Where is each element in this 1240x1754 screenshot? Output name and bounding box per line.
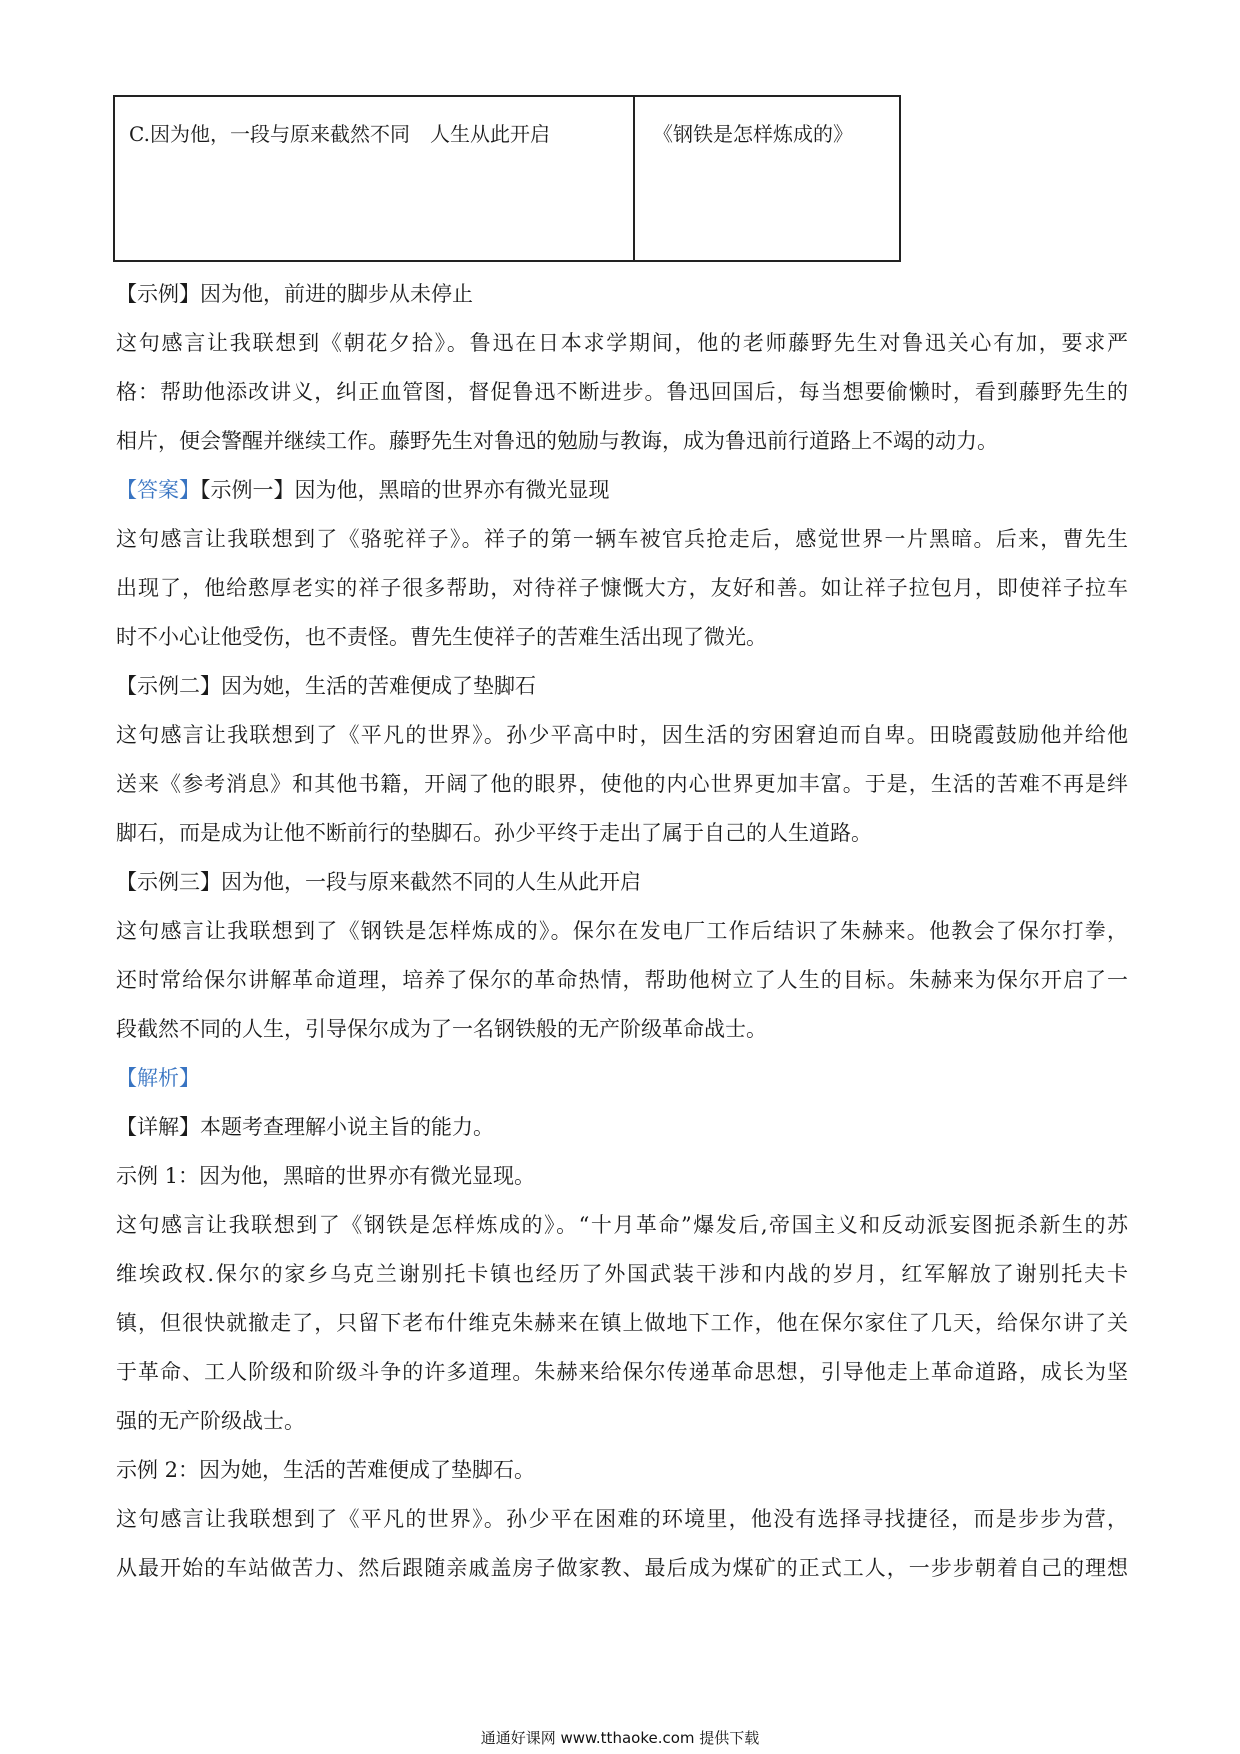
paragraph-line: 出现了，他给憨厚老实的祥子很多帮助，对待祥子慷慨大方，友好和善。如让祥子拉包月，即使祥子拉车 (116, 576, 1128, 600)
answer-heading (116, 466, 1128, 515)
paragraph-line: 格：帮助他添改讲义，纠正血管图，督促鲁迅不断进步。鲁迅回国后，每当想要偷懒时，看到藤野先生的 (116, 380, 1128, 404)
footer-download-text: 提供下载 (699, 1729, 760, 1747)
paragraph-line: 强的无产阶级战士。 (116, 1409, 305, 1433)
example2-heading: 【示例二】因为她，生活的苦难便成了垫脚石 (116, 674, 536, 698)
paragraph-line: 送来《参考消息》和其他书籍，开阔了他的眼界，使他的内心世界更加丰富。于是，生活的苦难不再是绊 (116, 772, 1128, 796)
table-cell-book: 《钢铁是怎样炼成的》 (653, 122, 853, 146)
analysis-example1-heading: 示例 1：因为他，黑暗的世界亦有微光显现。 (116, 1164, 536, 1188)
paragraph-line: 于革命、工人阶级和阶级斗争的许多道理。朱赫来给保尔传递革命思想，引导他走上革命道路，成长为坚 (116, 1360, 1128, 1384)
paragraph-line: 这句感言让我联想到了《骆驼祥子》。祥子的第一辆车被官兵抢走后，感觉世界一片黑暗。后来，曹先生 (116, 527, 1128, 551)
paragraph-line: 维埃政权.保尔的家乡乌克兰谢别托卡镇也经历了外国武装干涉和内战的岁月，红军解放了谢别托夫卡 (116, 1262, 1128, 1286)
analysis-example2-heading: 示例 2：因为她，生活的苦难便成了垫脚石。 (116, 1458, 536, 1482)
paragraph-line: 相片，便会警醒并继续工作。藤野先生对鲁迅的勉励与教诲，成为鲁迅前行道路上不竭的动力。 (116, 429, 998, 453)
footer-site-link[interactable]: www.tthaoke.com (560, 1729, 695, 1747)
footer-brand: 通通好课网 (480, 1729, 556, 1747)
paragraph-line: 这句感言让我联想到了《钢铁是怎样炼成的》。“十月革命”爆发后,帝国主义和反动派妄图扼杀新生的苏 (116, 1213, 1128, 1237)
example1-heading: 【示例一】因为他，黑暗的世界亦有微光显现 (200, 478, 610, 502)
paragraph-line: 从最开始的车站做苦力、然后跟随亲戚盖房子做家教、最后成为煤矿的正式工人，一步步朝着自己的理想 (116, 1556, 1128, 1580)
document-body (116, 270, 1128, 1593)
paragraph-line: 时不小心让他受伤，也不责怪。曹先生使祥子的苦难生活出现了微光。 (116, 625, 767, 649)
paragraph-line: 这句感言让我联想到了《平凡的世界》。孙少平在困难的环境里，他没有选择寻找捷径，而是步步为营， (116, 1507, 1128, 1531)
detail-heading: 【详解】本题考查理解小说主旨的能力。 (116, 1115, 494, 1139)
table-cell-option: C.因为他，一段与原来截然不同 人生从此开启 (115, 97, 635, 260)
analysis-tag: 【解析】 (116, 1066, 200, 1090)
paragraph-line: 这句感言让我联想到了《平凡的世界》。孙少平高中时，因生活的穷困窘迫而自卑。田晓霞鼓励他并给他 (116, 723, 1128, 747)
paragraph-line: 镇，但很快就撤走了，只留下老布什维克朱赫来在镇上做地下工作，他在保尔家住了几天，给保尔讲了关 (116, 1311, 1128, 1335)
page-footer (0, 1728, 1240, 1748)
paragraph-line: 段截然不同的人生，引导保尔成为了一名钢铁般的无产阶级革命战士。 (116, 1017, 767, 1041)
paragraph-line: 还时常给保尔讲解革命道理，培养了保尔的革命热情，帮助他树立了人生的目标。朱赫来为保尔开启了一 (116, 968, 1128, 992)
sample-heading: 【示例】因为他，前进的脚步从未停止 (116, 282, 473, 306)
paragraph-line: 脚石，而是成为让他不断前行的垫脚石。孙少平终于走出了属于自己的人生道路。 (116, 821, 872, 845)
paragraph-line: 这句感言让我联想到《朝花夕拾》。鲁迅在日本求学期间，他的老师藤野先生对鲁迅关心有加，要求严 (116, 331, 1128, 355)
example3-heading: 【示例三】因为他，一段与原来截然不同的人生从此开启 (116, 870, 641, 894)
option-table (113, 95, 901, 262)
answer-tag: 【答案】 (116, 478, 200, 502)
paragraph-line: 这句感言让我联想到了《钢铁是怎样炼成的》。保尔在发电厂工作后结识了朱赫来。他教会了保尔打拳， (116, 919, 1128, 943)
